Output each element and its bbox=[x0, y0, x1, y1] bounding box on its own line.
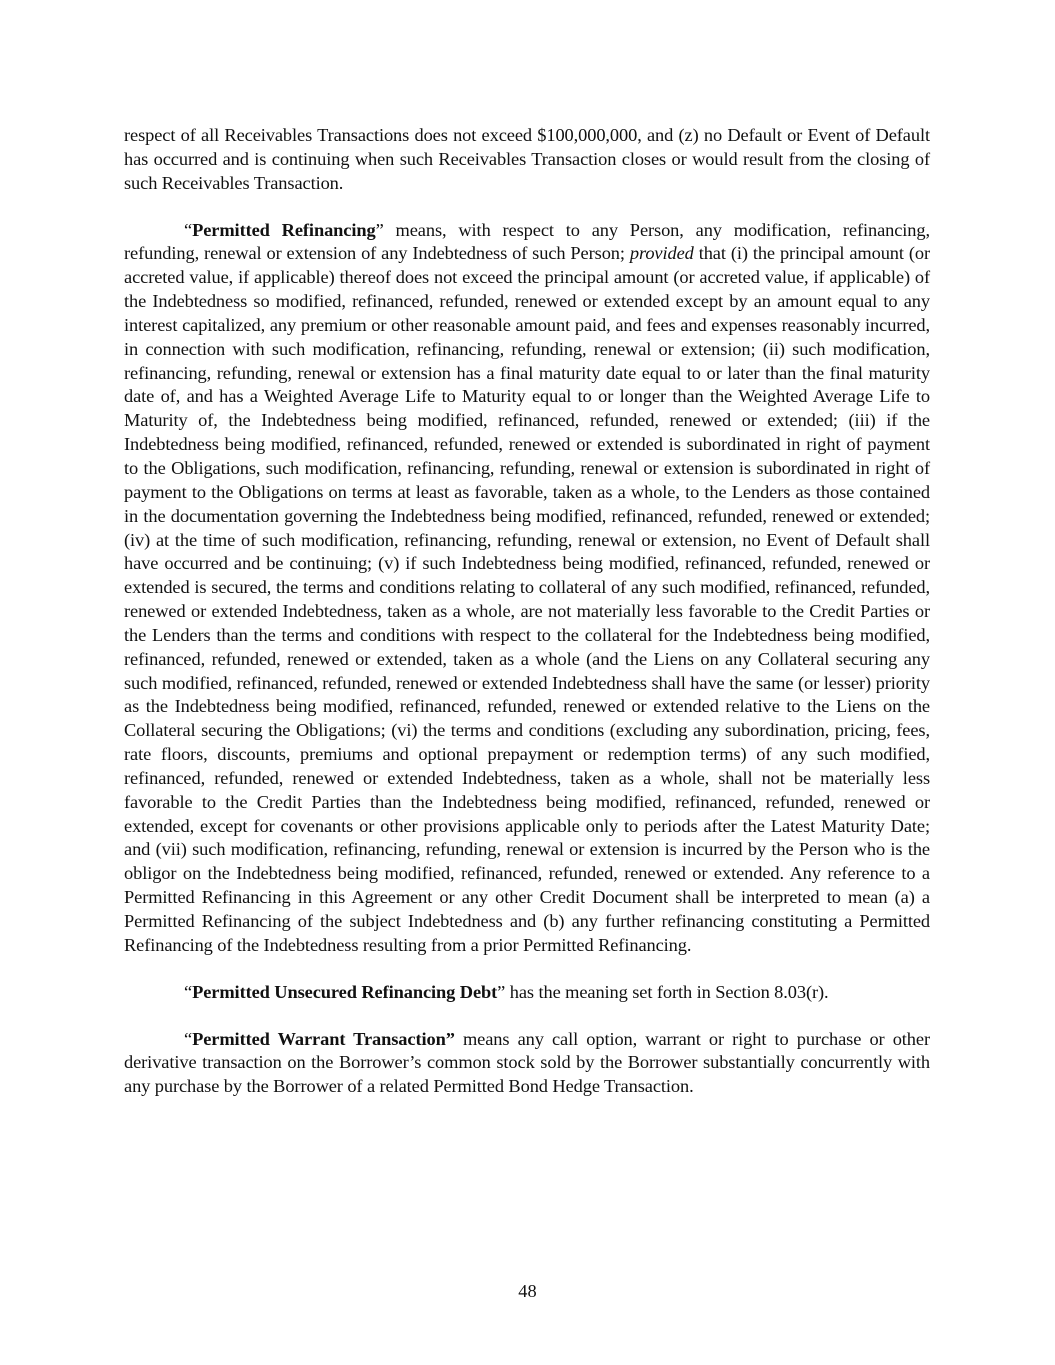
close-quote: ” bbox=[445, 1028, 455, 1049]
definition-text: means, with respect to any Person, any modification, refinancing, refunding, renewal or extension of any Indebtedness of such Person; bbox=[124, 219, 930, 264]
page-number: 48 bbox=[518, 1281, 537, 1301]
definition-text: has the meaning set forth in Section 8.03(r). bbox=[505, 981, 829, 1002]
definition-text: means any call option, warrant or right to purchase or other derivative transaction on the Borrower’s common stock sold by the Borrower substantially concurrently with any purchase by the Borrower of a related Permitted Bond Hedge Transaction. bbox=[124, 1028, 930, 1097]
definition-text-continued: that (i) the principal amount (or accreted value, if applicable) thereof does not exceed the principal amount (or accreted value, if applicable) of the Indebtedness so modified, refinanced, refunded, renewed or extended except by an amount equal to any interest capitalized, any premium or other reasonable amount paid, and fees and expenses reasonably incurred, in connection with such modification, refinancing, refunding, renewal or extension; (ii) such modification, refinancing, refunding, renewal or extension has a final maturity date equal to or later than the final maturity date of, and has a Weighted Average Life to Maturity equal to or longer than the Weighted Average Life to Maturity of, the Indebtedness being modified, refinanced, refunded, renewed or extended; (iii) if the Indebtedness being modified, refinanced, refunded, renewed or extended is subordinated in right of payment to the Obligations, such modification, refinancing, refunding, renewal or extension is subordinated in right of payment to the Obligations on terms at least as favorable, taken as a whole, to the Lenders as those contained in the documentation governing the Indebtedness being modified, refinanced, refunded, renewed or extended; (iv) at the time of such modification, refinancing, refunding, renewal or extension, no Event of Default shall have occurred and be continuing; (v) if such Indebtedness being modified, refinanced, refunded, renewed or extended is secured, the terms and conditions relating to collateral of any such modified, refinanced, refunded, renewed or extended Indebtedness, taken as a whole, are not materially less favorable to the Credit Parties or the Lenders than the terms and conditions with respect to the collateral for the Indebtedness being modified, refinanced, refunded, renewed or extended, taken as a whole (and the Liens on any Collateral securing any such modified, refinanced, refunded, renewed or extended Indebtedness shall have the same (or lesser) priority as the Indebtedness being modified, refinanced, refunded, renewed or extended relative to the Liens on the Collateral securing the Obligations; (vi) the terms and conditions (excluding any subordination, pricing, fees, rate floors, discounts, premiums and optional prepayment or redemption terms) of any such modified, refinanced, refunded, renewed or extended Indebtedness, taken as a whole, shall not be materially less favorable to the Credit Parties than the Indebtedness being modified, refinanced, refunded, renewed or extended, except for covenants or other provisions applicable only to periods after the Latest Maturity Date; and (vii) such modification, refinancing, refunding, renewal or extension is incurred by the Person who is the obligor on the Indebtedness being modified, refinanced, refunded, renewed or extended. Any reference to a Permitted Refinancing in this Agreement or any other Credit Document shall be interpreted to mean (a) a Permitted Refinancing of the subject Indebtedness and (b) any further refinancing constituting a Permitted Refinancing of the Indebtedness resulting from a prior Permitted Refinancing. bbox=[124, 243, 931, 955]
definition-permitted-refinancing bbox=[124, 219, 930, 958]
italic-provided: provided bbox=[629, 243, 694, 264]
paragraph-spacer bbox=[124, 196, 930, 219]
defined-term: Permitted Unsecured Refinancing Debt bbox=[192, 981, 498, 1002]
definition-permitted-warrant-transaction bbox=[124, 1028, 930, 1100]
open-quote: “ bbox=[184, 1028, 193, 1049]
open-quote: “ bbox=[184, 981, 193, 1002]
paragraph-spacer bbox=[124, 958, 930, 981]
paragraph-spacer bbox=[124, 1005, 930, 1028]
open-quote: “ bbox=[184, 219, 193, 240]
close-quote: ” bbox=[497, 981, 506, 1002]
defined-term: Permitted Refinancing bbox=[192, 219, 376, 240]
close-quote: ” bbox=[375, 219, 384, 240]
definition-permitted-unsecured-refinancing-debt bbox=[124, 981, 930, 1005]
document-page bbox=[124, 124, 930, 1099]
carryover-paragraph: respect of all Receivables Transactions does not exceed $100,000,000, and (z) no Default or Event of Default has occurred and is continuing when such Receivables Transaction closes or would result from the closing of such Receivables Transaction. bbox=[124, 125, 930, 193]
defined-term: Permitted Warrant Transaction bbox=[192, 1028, 446, 1049]
